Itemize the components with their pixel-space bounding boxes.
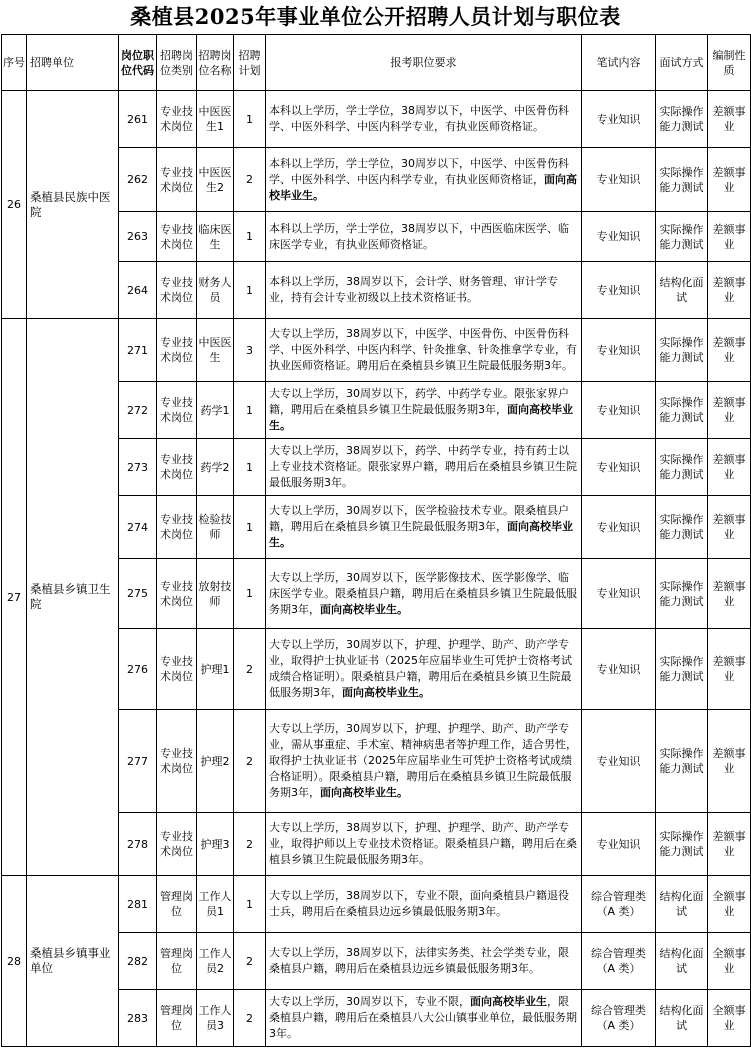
post-interview: 实际操作能力测试: [656, 439, 708, 496]
post-category: 专业技术岗位: [157, 148, 197, 212]
header-post-name: 招聘岗位名称: [197, 35, 234, 91]
post-staffing: 差额事业: [708, 148, 751, 212]
post-code: 275: [119, 559, 157, 629]
post-written: 综合管理类（A 类）: [582, 933, 656, 990]
post-category: 专业技术岗位: [157, 710, 197, 813]
requirement-emphasis: 面向高校毕业生。: [320, 786, 408, 799]
header-row: [2, 35, 751, 91]
post-category: 专业技术岗位: [157, 813, 197, 876]
post-interview: 实际操作能力测试: [656, 319, 708, 382]
post-staffing: 差额事业: [708, 91, 751, 148]
post-category: 管理岗位: [157, 933, 197, 990]
post-count: 1: [234, 262, 266, 319]
header-code: 岗位职位代码: [119, 35, 157, 91]
header-category: 招聘岗位类别: [157, 35, 197, 91]
post-interview: 结构化面试: [656, 990, 708, 1047]
post-requirements: [266, 212, 582, 262]
header-staffing: 编制性质: [708, 35, 751, 91]
post-category: 管理岗位: [157, 990, 197, 1047]
header-written: 笔试内容: [582, 35, 656, 91]
post-interview: 实际操作能力测试: [656, 813, 708, 876]
requirement-emphasis: 面向高校毕业生。: [342, 686, 430, 699]
post-count: 1: [234, 496, 266, 559]
requirement-text: 大专以上学历，38周岁以下，中医学、中医骨伤、中医骨伤科学、中医外科学、中医内科学、针灸推拿、针灸推拿学专业，有执业医师资格证。聘用后在桑植县乡镇卫生院最低服务期3年。: [269, 327, 577, 372]
header-unit: 招聘单位: [27, 35, 119, 91]
post-name: 工作人员3: [197, 990, 234, 1047]
post-category: 专业技术岗位: [157, 382, 197, 439]
post-written: 专业知识: [582, 382, 656, 439]
post-count: 3: [234, 319, 266, 382]
requirement-text: 本科以上学历，学士学位，38周岁以下，中西医临床医学、临床医学专业，有执业医师资格证。: [269, 221, 569, 251]
post-written: 专业知识: [582, 319, 656, 382]
post-requirements: [266, 262, 582, 319]
post-code: 264: [119, 262, 157, 319]
header-seq: 序号: [2, 35, 27, 91]
post-code: 276: [119, 629, 157, 710]
post-count: 1: [234, 559, 266, 629]
post-name: 药学1: [197, 382, 234, 439]
post-requirements: [266, 990, 582, 1047]
post-category: 专业技术岗位: [157, 439, 197, 496]
post-category: 专业技术岗位: [157, 496, 197, 559]
post-interview: 结构化面试: [656, 262, 708, 319]
post-staffing: 差额事业: [708, 382, 751, 439]
requirement-text: 本科以上学历，38周岁以下，会计学、财务管理、审计学专业，持有会计专业初级以上技术资格证书。: [269, 275, 558, 304]
post-name: 护理2: [197, 710, 234, 813]
post-written: 专业知识: [582, 710, 656, 813]
post-category: 专业技术岗位: [157, 559, 197, 629]
post-interview: 实际操作能力测试: [656, 629, 708, 710]
post-staffing: 差额事业: [708, 710, 751, 813]
post-code: 272: [119, 382, 157, 439]
post-name: 护理3: [197, 813, 234, 876]
requirement-text: 本科以上学历，学士学位，30周岁以下，中医学、中医骨伤科学、中医外科学、中医内科学专业，有执业医师资格证，: [269, 156, 569, 186]
post-interview: 实际操作能力测试: [656, 148, 708, 212]
post-interview: 结构化面试: [656, 876, 708, 933]
post-staffing: 差额事业: [708, 212, 751, 262]
header-interview: 面试方式: [656, 35, 708, 91]
post-code: 281: [119, 876, 157, 933]
post-code: 277: [119, 710, 157, 813]
post-written: 综合管理类（A 类）: [582, 876, 656, 933]
post-staffing: 差额事业: [708, 319, 751, 382]
post-interview: 实际操作能力测试: [656, 559, 708, 629]
requirement-text: 大专以上学历，38周岁以下，药学、中药学专业，持有药士以上专业技术资格证。限张家界户籍，聘用后在桑植县乡镇卫生院最低服务期3年。: [269, 444, 577, 489]
post-name: 中医医生: [197, 319, 234, 382]
post-interview: 实际操作能力测试: [656, 710, 708, 813]
post-name: 工作人员1: [197, 876, 234, 933]
post-count: 1: [234, 91, 266, 148]
requirement-text: 大专以上学历，38周岁以下，专业不限，面向桑植县户籍退役士兵，聘用后在桑植县边远乡镇最低服务期3年。: [269, 889, 569, 918]
requirement-emphasis: 面向高校毕业生。: [269, 172, 577, 202]
post-staffing: 差额事业: [708, 262, 751, 319]
post-staffing: 差额事业: [708, 439, 751, 496]
post-staffing: 全额事业: [708, 933, 751, 990]
group-unit: 桑植县乡镇卫生院: [27, 319, 119, 876]
post-name: 检验技师: [197, 496, 234, 559]
group-unit: 桑植县乡镇事业单位: [27, 876, 119, 1047]
post-code: 273: [119, 439, 157, 496]
post-name: 中医医生2: [197, 148, 234, 212]
post-code: 283: [119, 990, 157, 1047]
post-code: 282: [119, 933, 157, 990]
requirement-text: 本科以上学历，学士学位，38周岁以下，中医学、中医骨伤科学、中医外科学、中医内科学专业，有执业医师资格证。: [269, 104, 569, 133]
post-staffing: 差额事业: [708, 496, 751, 559]
post-requirements: [266, 319, 582, 382]
post-requirements: [266, 629, 582, 710]
post-count: 1: [234, 382, 266, 439]
post-staffing: 差额事业: [708, 629, 751, 710]
post-requirements: [266, 382, 582, 439]
post-written: 专业知识: [582, 496, 656, 559]
post-category: 专业技术岗位: [157, 629, 197, 710]
post-code: 263: [119, 212, 157, 262]
group-seq: 26: [2, 91, 27, 319]
post-requirements: [266, 496, 582, 559]
recruitment-table: [1, 34, 751, 1047]
requirement-text: 大专以上学历，30周岁以下，药学、中药学专业。限张家界户籍，聘用后在桑植县乡镇卫生院最低服务期3年，: [269, 387, 569, 416]
post-requirements: [266, 439, 582, 496]
requirement-text-after: ，限桑植县户籍，聘用后在桑植县八大公山镇事业单位，最低服务期3年。: [269, 995, 577, 1040]
post-written: 专业知识: [582, 813, 656, 876]
post-code: 278: [119, 813, 157, 876]
post-name: 护理1: [197, 629, 234, 710]
post-written: 专业知识: [582, 212, 656, 262]
post-requirements: [266, 876, 582, 933]
post-name: 财务人员: [197, 262, 234, 319]
post-staffing: 差额事业: [708, 559, 751, 629]
post-requirements: [266, 559, 582, 629]
post-count: 1: [234, 876, 266, 933]
post-written: 专业知识: [582, 91, 656, 148]
table-row: [2, 319, 751, 382]
post-category: 专业技术岗位: [157, 91, 197, 148]
group-unit: 桑植县民族中医院: [27, 91, 119, 319]
group-seq: 27: [2, 319, 27, 876]
post-category: 专业技术岗位: [157, 212, 197, 262]
post-requirements: [266, 148, 582, 212]
requirement-emphasis: 面向高校毕业生: [470, 995, 547, 1008]
post-requirements: [266, 813, 582, 876]
post-written: 专业知识: [582, 559, 656, 629]
post-staffing: 全额事业: [708, 876, 751, 933]
post-name: 药学2: [197, 439, 234, 496]
post-category: 专业技术岗位: [157, 319, 197, 382]
post-interview: 实际操作能力测试: [656, 212, 708, 262]
post-written: 综合管理类（A 类）: [582, 990, 656, 1047]
requirement-text: 大专以上学历，30周岁以下，护理、护理学、助产、助产学专业，需从事重症、手术室、精神病患者等护理工作，适合男性，取得护士执业证书（2025年应届毕业生可凭护士资格考试成绩合格证明）。限桑植县户籍，聘用后在桑植县乡镇卫生院最低服务期3年，: [269, 722, 577, 799]
requirement-text: 大专以上学历，30周岁以下，护理、护理学、助产、助产学专业，取得护士执业证书（2025年应届毕业生可凭护士资格考试成绩合格证明）。限桑植县户籍，聘用后在桑植县乡镇卫生院最低服务期3年，: [269, 638, 572, 699]
post-code: 274: [119, 496, 157, 559]
group-seq: 28: [2, 876, 27, 1047]
requirement-text: 大专以上学历，30周岁以下，医学检验技术专业。限桑植县户籍，聘用后在桑植县乡镇卫生院最低服务期3年，: [269, 504, 569, 533]
post-count: 2: [234, 990, 266, 1047]
post-written: 专业知识: [582, 262, 656, 319]
post-category: 管理岗位: [157, 876, 197, 933]
post-code: 271: [119, 319, 157, 382]
post-requirements: [266, 710, 582, 813]
post-written: 专业知识: [582, 148, 656, 212]
post-count: 1: [234, 212, 266, 262]
requirement-text: 大专以上学历，30周岁以下，医学影像技术、医学影像学、临床医学专业。限桑植县户籍，聘用后在桑植县乡镇卫生院最低服务期3年，: [269, 570, 577, 616]
post-count: 2: [234, 813, 266, 876]
requirement-text: 大专以上学历，30周岁以下，专业不限，: [269, 995, 470, 1008]
requirement-emphasis: 面向高校毕业生。: [269, 403, 573, 432]
post-name: 放射技师: [197, 559, 234, 629]
post-count: 2: [234, 933, 266, 990]
post-code: 261: [119, 91, 157, 148]
post-interview: 实际操作能力测试: [656, 91, 708, 148]
post-name: 中医医生1: [197, 91, 234, 148]
header-count: 招聘计划: [234, 35, 266, 91]
post-count: 2: [234, 148, 266, 212]
post-category: 专业技术岗位: [157, 262, 197, 319]
post-written: 专业知识: [582, 439, 656, 496]
post-count: 1: [234, 439, 266, 496]
requirement-emphasis: 面向高校毕业生。: [320, 602, 408, 616]
post-count: 2: [234, 710, 266, 813]
requirement-text: 大专以上学历，38周岁以下，法律实务类、社会学类专业，限桑植县户籍，聘用后在桑植县边远乡镇最低服务期3年。: [269, 946, 569, 975]
post-interview: 实际操作能力测试: [656, 496, 708, 559]
post-written: 专业知识: [582, 629, 656, 710]
table-row: [2, 876, 751, 933]
post-count: 2: [234, 629, 266, 710]
post-interview: 结构化面试: [656, 933, 708, 990]
post-interview: 实际操作能力测试: [656, 382, 708, 439]
requirement-text: 大专以上学历，38周岁以下，护理、护理学、助产、助产学专业，取得护师以上专业技术资格证。限桑植县户籍，聘用后在桑植县乡镇卫生院最低服务期3年。: [269, 821, 577, 866]
post-code: 262: [119, 148, 157, 212]
post-name: 工作人员2: [197, 933, 234, 990]
post-name: 临床医生: [197, 212, 234, 262]
post-requirements: [266, 91, 582, 148]
post-requirements: [266, 933, 582, 990]
page-title: 桑植县2025年事业单位公开招聘人员计划与职位表: [130, 4, 621, 29]
table-row: [2, 91, 751, 148]
header-requirements: 报考职位要求: [266, 35, 582, 91]
requirement-emphasis: 面向高校毕业生。: [269, 520, 573, 549]
post-staffing: 全额事业: [708, 990, 751, 1047]
post-staffing: 差额事业: [708, 813, 751, 876]
